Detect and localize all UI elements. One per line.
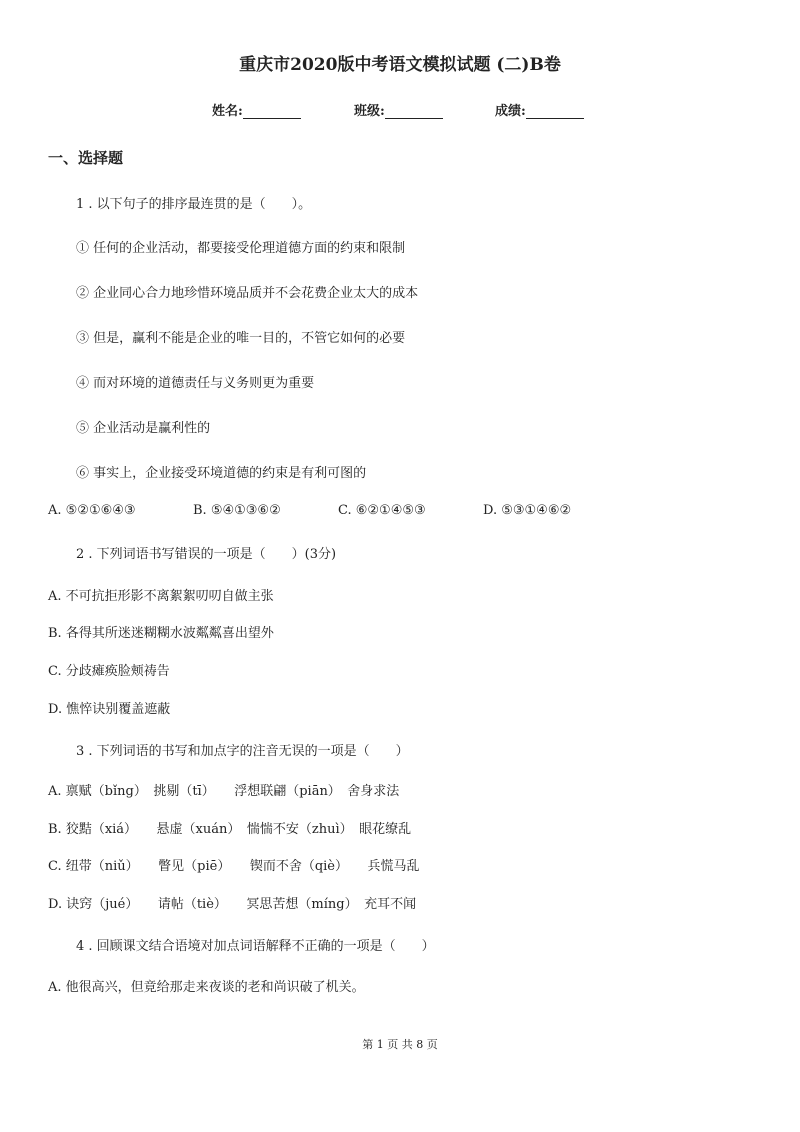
name-field [212,100,301,119]
q3-option-c[interactable]: C. 纽带（niǔ） 瞥见（piē） 锲而不舍（qiè） 兵慌马乱 [48,859,420,874]
q2-option-d[interactable]: D. 憔悴诀别覆盖遮蔽 [48,702,171,717]
class-label: 班级: [354,104,385,119]
q1-option-d[interactable]: D. ⑤③①④⑥② [483,503,572,518]
q2-option-b[interactable]: B. 各得其所迷迷糊糊水波粼粼喜出望外 [48,626,274,641]
q2-option-a[interactable]: A. 不可抗拒形影不离絮絮叨叨自做主张 [48,589,274,604]
score-label: 成绩: [495,104,526,119]
q3-option-b[interactable]: B. 狡黠（xiá） 悬虚（xuán） 惴惴不安（zhuì） 眼花缭乱 [48,822,412,837]
q1-option-c[interactable]: C. ⑥②①④⑤③ [338,503,426,518]
score-field [495,100,584,119]
question-1-stem: 1 . 以下句子的排序最连贯的是（ ）。 [76,197,312,212]
q3-option-a[interactable]: A. 禀赋（bǐng） 挑剔（tī） 浮想联翩（piān） 舍身求法 [48,784,400,799]
q1-sentence-5: ⑤ 企业活动是赢利性的 [76,421,211,436]
class-blank[interactable] [385,104,443,119]
name-label: 姓名: [212,104,243,119]
q1-option-a[interactable]: A. ⑤②①⑥④③ [48,503,136,518]
q1-sentence-4: ④ 而对环境的道德责任与义务则更为重要 [76,376,315,391]
question-2-stem: 2 . 下列词语书写错误的一项是（ ）(3分) [76,547,337,562]
q4-option-a[interactable]: A. 他很高兴，但竟给那走来夜谈的老和尚识破了机关。 [48,980,365,995]
name-blank[interactable] [243,104,301,119]
q1-sentence-2: ② 企业同心合力地珍惜环境品质并不会花费企业太大的成本 [76,286,419,301]
page-title: 重庆市2020版中考语文模拟试题 (二)B卷 [239,55,561,75]
question-4-stem: 4 . 回顾课文结合语境对加点词语解释不正确的一项是（ ） [76,939,435,954]
q1-sentence-3: ③ 但是，赢利不能是企业的唯一目的，不管它如何的必要 [76,331,406,346]
q1-option-b[interactable]: B. ⑤④①③⑥② [193,503,281,518]
class-field [354,100,443,119]
page-footer: 第 1 页 共 8 页 [362,1038,438,1051]
q1-sentence-6: ⑥ 事实上，企业接受环境道德的约束是有利可图的 [76,466,367,481]
score-blank[interactable] [526,104,584,119]
q2-option-c[interactable]: C. 分歧瘫痪脸颊祷告 [48,664,170,679]
section-heading: 一、选择题 [48,149,124,167]
q1-sentence-1: ① 任何的企业活动，都要接受伦理道德方面的约束和限制 [76,241,406,256]
q3-option-d[interactable]: D. 诀窍（jué） 请帖（tiè） 冥思苦想（míng） 充耳不闻 [48,897,417,912]
question-3-stem: 3 . 下列词语的书写和加点字的注音无误的一项是（ ） [76,744,409,759]
